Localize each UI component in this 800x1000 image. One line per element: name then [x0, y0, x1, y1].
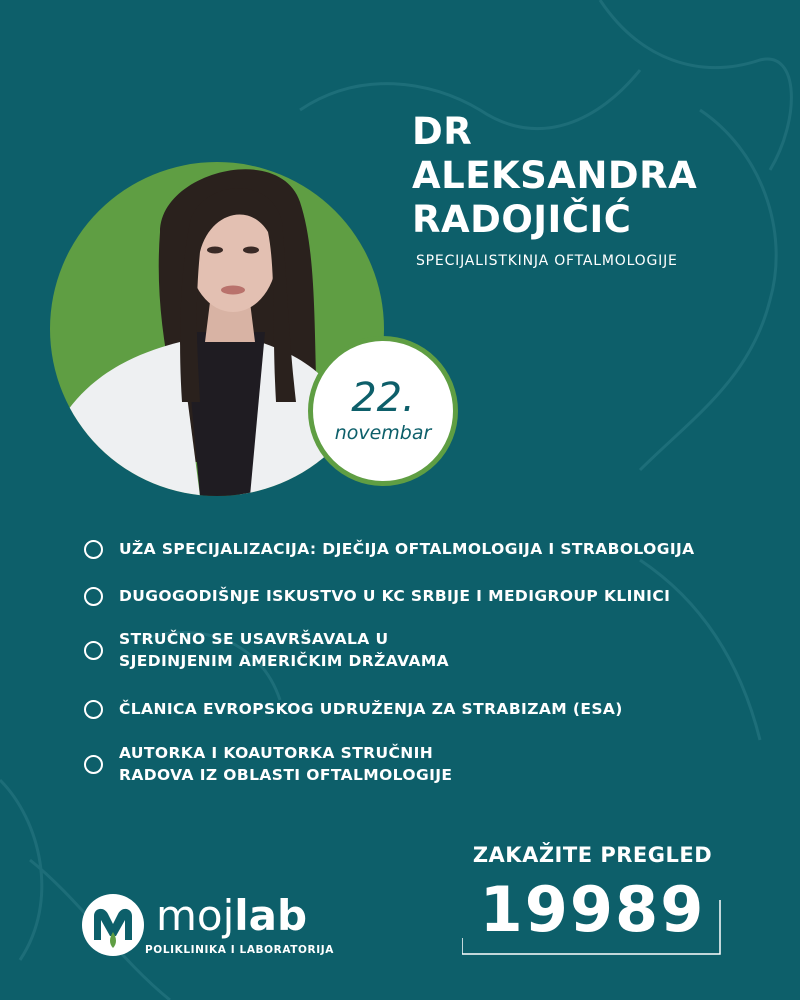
brand-wordmark: [156, 892, 307, 940]
doctor-specialty: SPECIJALISTKINJA OFTALMOLOGIJE: [416, 253, 678, 269]
doctor-name-line: RADOJIČIĆ: [412, 198, 632, 241]
list-item-line: RADOVA IZ OBLASTI OFTALMOLOGIJE: [119, 766, 453, 784]
circle-outline-icon: [84, 587, 103, 606]
circle-outline-icon: [84, 755, 103, 774]
list-item-line: ČLANICA EVROPSKOG UDRUŽENJA ZA STRABIZAM (ESA): [119, 700, 623, 718]
mojlab-logo-mark-icon: [80, 892, 146, 958]
list-item-line: UŽA SPECIJALIZACIJA: DJEČIJA OFTALMOLOGIJA I STRABOLOGIJA: [119, 540, 695, 558]
list-item: [84, 585, 670, 607]
booking-phone-number[interactable]: 19989: [479, 873, 706, 946]
list-item: [84, 628, 449, 672]
list-item-line: AUTORKA I KOAUTORKA STRUČNIH: [119, 744, 434, 762]
brand-word-light: moj: [156, 891, 235, 940]
list-item-line: DUGOGODIŠNJE ISKUSTVO U KC SRBIJE I MEDIGROUP KLINICI: [119, 587, 671, 605]
brand-word-bold: lab: [234, 891, 308, 940]
doctor-name-line: DR: [412, 110, 473, 153]
list-item-line: STRUČNO SE USAVRŠAVALA U: [119, 630, 389, 648]
list-item-line: SJEDINJENIM AMERIČKIM DRŽAVAMA: [119, 652, 450, 670]
list-item: [84, 698, 623, 720]
circle-outline-icon: [84, 641, 103, 660]
booking-label: ZAKAŽITE PREGLED: [472, 843, 713, 867]
date-day: 22.: [351, 375, 415, 421]
list-item-text: [119, 585, 670, 607]
list-item: [84, 742, 452, 786]
doctor-name: [412, 110, 697, 242]
list-item-text: [119, 628, 449, 672]
date-month: novembar: [334, 422, 432, 444]
list-item: [84, 538, 695, 560]
mojlab-logo[interactable]: [80, 888, 340, 968]
list-item-text: [119, 698, 623, 720]
brand-tagline: POLIKLINIKA I LABORATORIJA: [145, 944, 334, 956]
date-badge: [308, 336, 458, 486]
list-item-text: [119, 538, 695, 560]
circle-outline-icon: [84, 540, 103, 559]
doctor-name-line: ALEKSANDRA: [412, 154, 698, 197]
list-item-text: [119, 742, 452, 786]
circle-outline-icon: [84, 700, 103, 719]
